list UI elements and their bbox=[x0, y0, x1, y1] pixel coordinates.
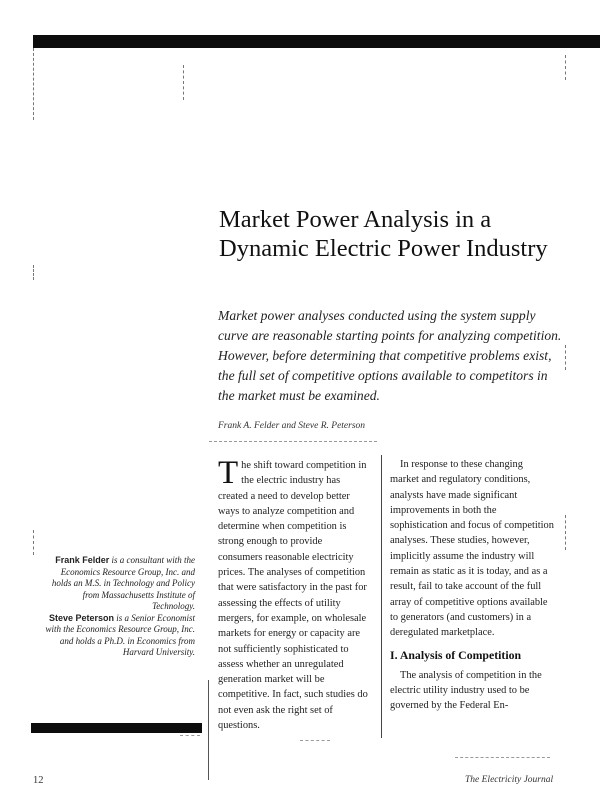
margin-rule bbox=[33, 530, 34, 555]
margin-rule bbox=[183, 65, 184, 100]
byline-divider bbox=[209, 441, 377, 442]
drop-cap: T bbox=[218, 455, 239, 491]
body-paragraph bbox=[218, 455, 369, 733]
margin-rule bbox=[180, 735, 200, 736]
sidebar-bar bbox=[31, 723, 202, 733]
margin-rule bbox=[33, 265, 34, 280]
body-text: he shift toward competition in the electric industry has created a need to develop better ways to analyze competition and determine when competition is strong enough to provide consumers reasonable electricity prices. The analyses of competition that were satisfactory in the past for assessing the effects of utility mergers, for example, on wholesale markets for energy or capacity are not sufficiently sophisticated to assess whether an unregulated generation market will be competitive. In fact, such studies do not even ask the right set of questions. bbox=[218, 460, 368, 732]
body-paragraph: In response to these changing market and regulatory conditions, analysts have made significant improvements in both the sophistication and focus of competition analyses. These studies, however, implicitly assume the industry will remain as static as it is today, and as a result, fail to take account of the full array of competitive options available to generators (and customers) in a deregulated marketplace. bbox=[390, 459, 554, 639]
author-bios bbox=[40, 555, 195, 659]
section-heading: I. Analysis of Competition bbox=[390, 647, 522, 662]
margin-rule bbox=[565, 515, 566, 550]
journal-name: The Electricity Journal bbox=[465, 775, 554, 785]
body-column-2 bbox=[390, 457, 554, 714]
article-title: Market Power Analysis in a Dynamic Electric Power Industry bbox=[219, 206, 548, 262]
author-description: is a consultant with the Economics Resource Group, Inc. and holds an M.S. in Technology and Policy from Massachusetts Institute of Technology. bbox=[51, 555, 195, 611]
margin-rule bbox=[455, 757, 550, 758]
author-name: Frank Felder bbox=[55, 555, 110, 565]
byline: Frank A. Felder and Steve R. Peterson bbox=[218, 421, 366, 431]
margin-rule bbox=[33, 48, 34, 120]
column-rule bbox=[208, 680, 209, 780]
author-bio bbox=[40, 555, 195, 613]
margin-rule bbox=[300, 740, 330, 741]
body-paragraph: The analysis of competition in the electric utility industry used to be governed by the Federal En- bbox=[390, 669, 542, 712]
margin-rule bbox=[565, 345, 566, 370]
author-description: is a Senior Economist with the Economics Resource Group, Inc. and holds a Ph.D. in Economics from Harvard University. bbox=[45, 612, 195, 657]
author-name: Steve Peterson bbox=[48, 612, 114, 623]
author-bio bbox=[40, 613, 195, 659]
page-number: 12 bbox=[33, 775, 44, 786]
body-column-1 bbox=[218, 455, 369, 733]
column-rule bbox=[381, 455, 382, 738]
header-bar bbox=[33, 35, 600, 48]
margin-rule bbox=[565, 55, 566, 80]
article-subtitle: Market power analyses conducted using the system supply curve are reasonable starting points for analyzing competition. However, before determining that competitive problems exist, the full set of competitive options available to competitors in the market must be examined. bbox=[218, 308, 562, 403]
